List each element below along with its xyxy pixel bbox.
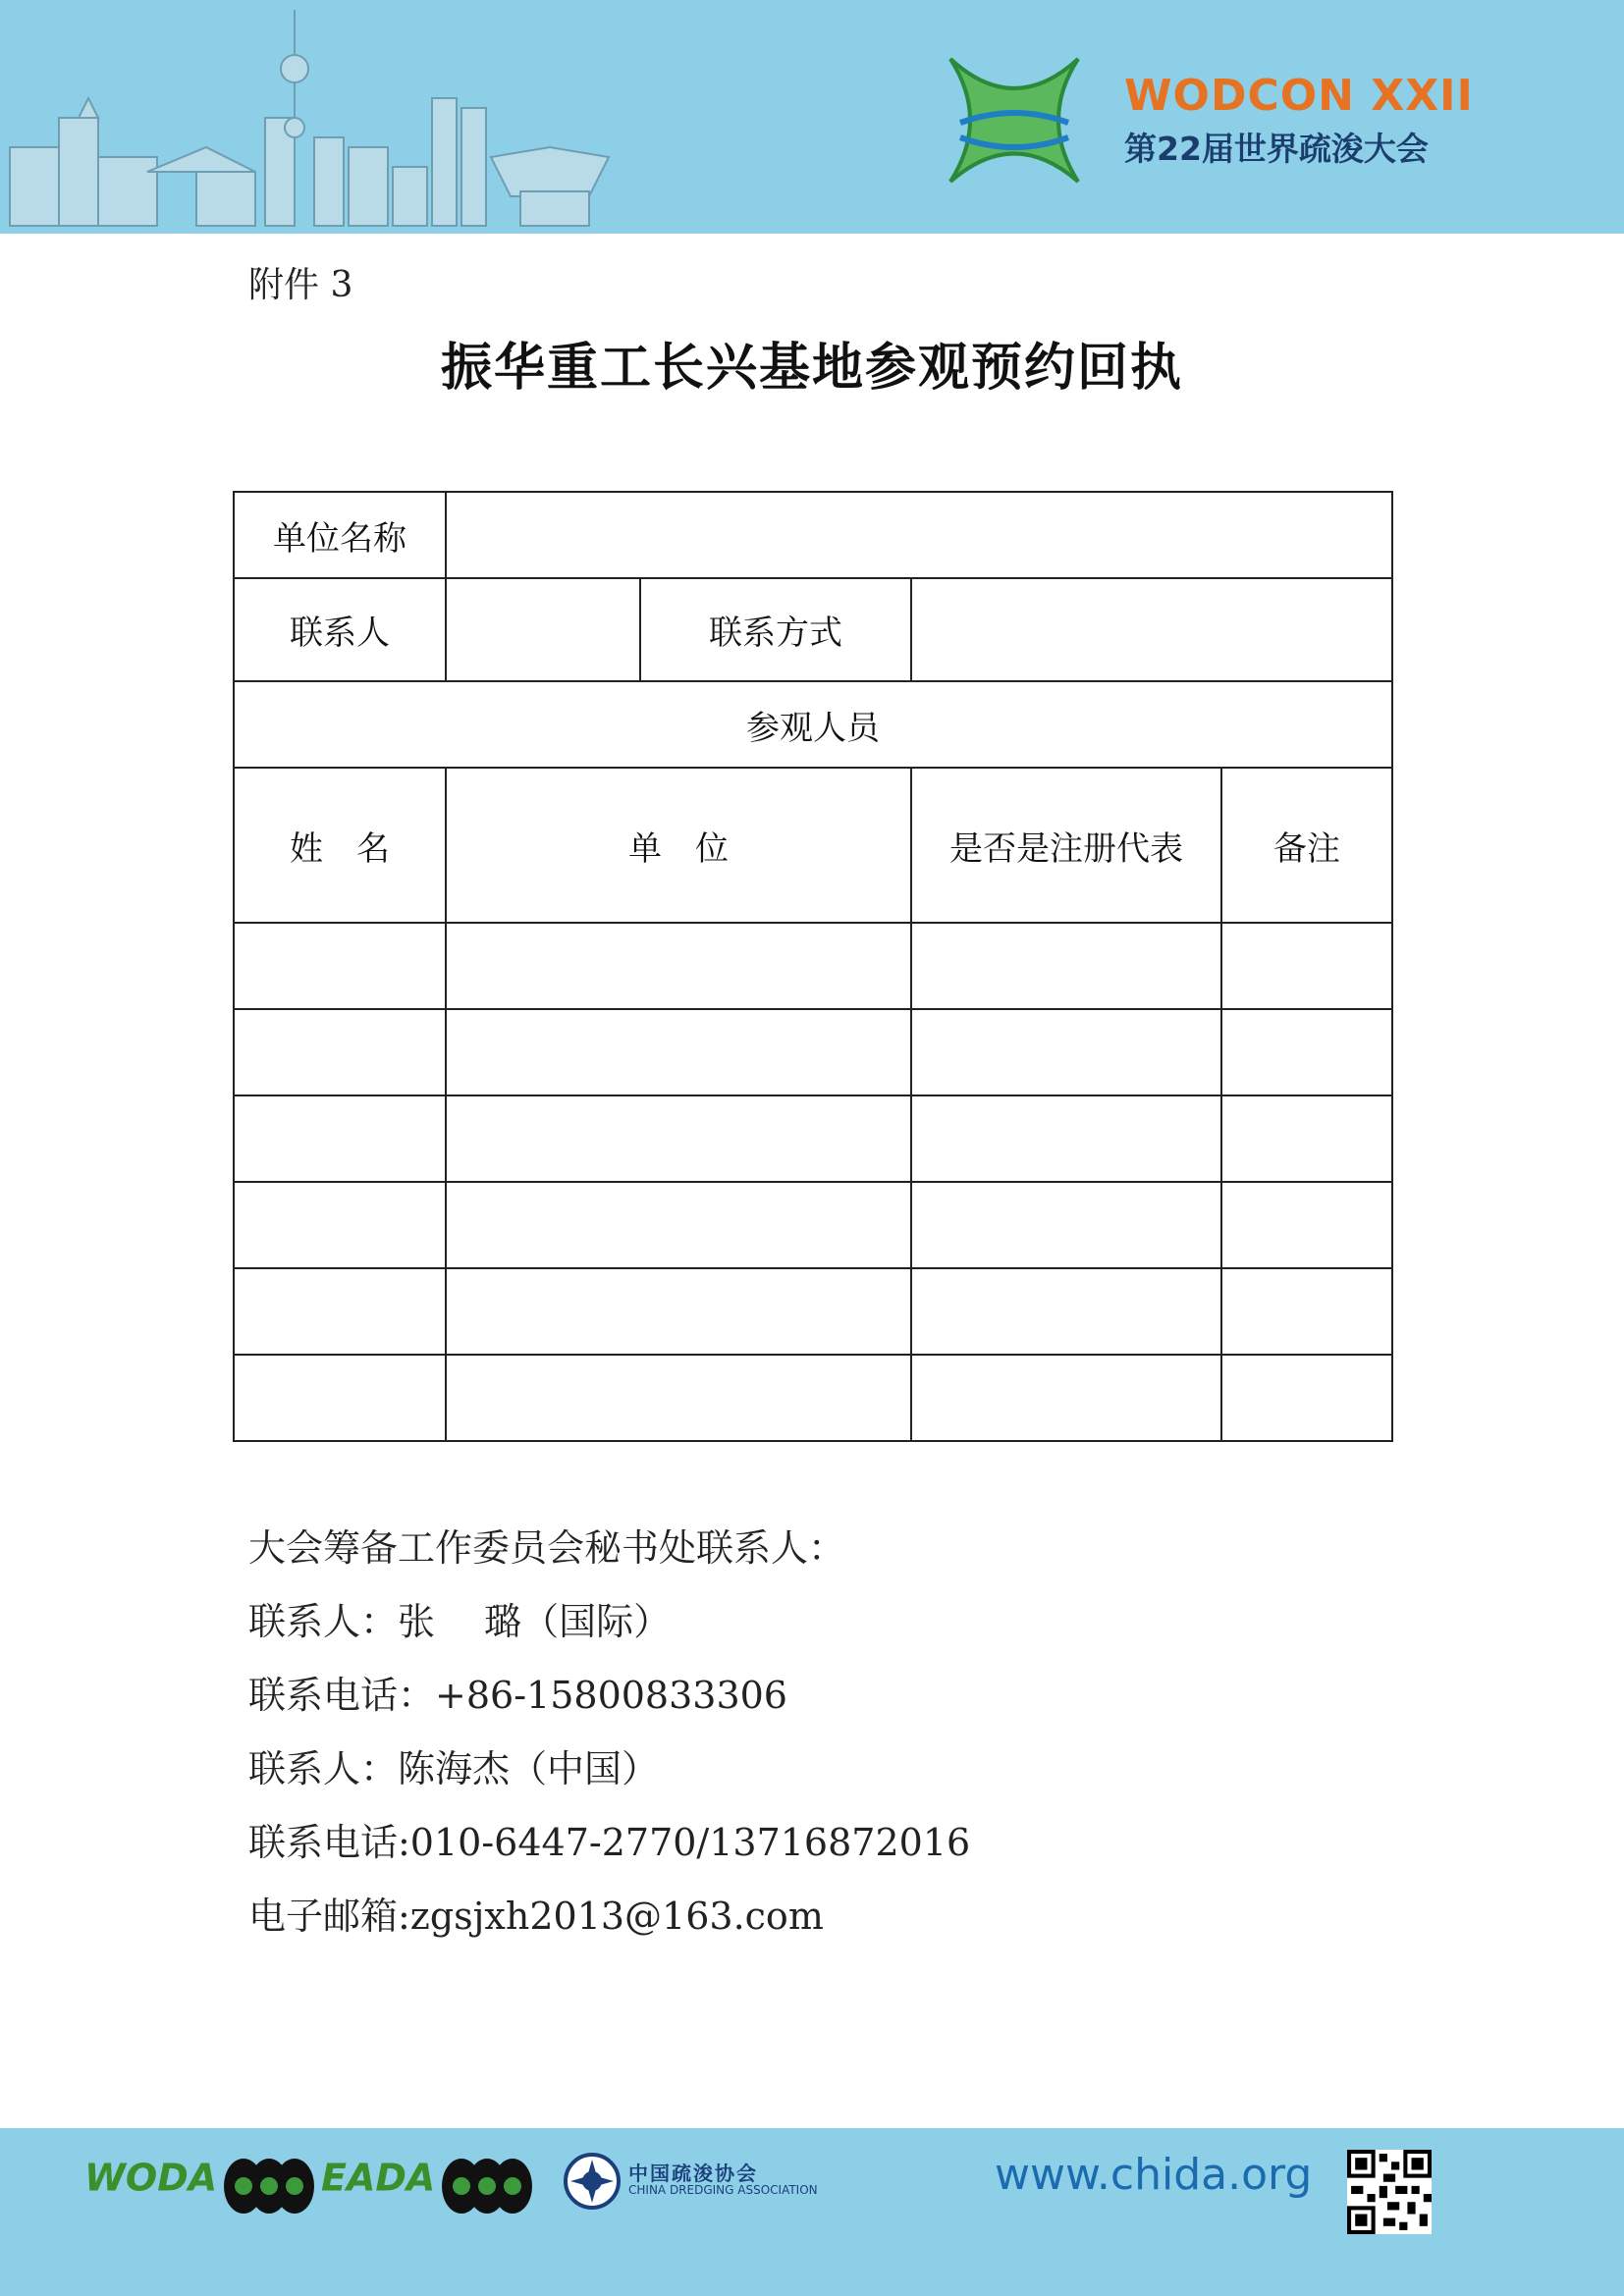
visitor-remarks-cell[interactable]: [1221, 1009, 1392, 1095]
table-row: [234, 1268, 1392, 1355]
shanghai-skyline-illustration: [0, 0, 628, 234]
visitor-name-cell[interactable]: [234, 923, 446, 1009]
contact-phone-china: 联系电话:010-6447-2770/13716872016: [248, 1821, 971, 1864]
attachment-label: 附件 3: [248, 265, 353, 305]
visitor-registered-cell[interactable]: [911, 1095, 1221, 1182]
contact-method-label: 联系方式: [640, 578, 911, 681]
website-link[interactable]: www.chida.org: [995, 2150, 1313, 2200]
contact-person-field[interactable]: [446, 578, 640, 681]
visitor-unit-cell[interactable]: [446, 1268, 911, 1355]
visitors-section-header: 参观人员: [234, 681, 1392, 768]
contact-heading: 大会筹备工作委员会秘书处联系人：: [248, 1526, 846, 1570]
woda-logo-text: WODA: [84, 2156, 218, 2200]
visitor-name-cell[interactable]: [234, 1268, 446, 1355]
contact-person-label: 联系人: [234, 578, 446, 681]
column-header-name: 姓 名: [234, 768, 446, 923]
eada-logo-text: EADA: [321, 2156, 436, 2200]
visitor-unit-cell[interactable]: [446, 923, 911, 1009]
cda-emblem-icon: [563, 2152, 622, 2211]
table-row: [234, 1095, 1392, 1182]
visitor-registered-cell[interactable]: [911, 1268, 1221, 1355]
page-title: 振华重工长兴基地参观预约回执: [440, 338, 1183, 398]
conference-name: WODCON XXII: [1124, 71, 1474, 121]
visitor-unit-cell[interactable]: [446, 1095, 911, 1182]
contact-method-field[interactable]: [911, 578, 1392, 681]
table-row: [234, 1355, 1392, 1441]
visitor-registered-cell[interactable]: [911, 923, 1221, 1009]
visitor-remarks-cell[interactable]: [1221, 1095, 1392, 1182]
contact-person-international: 联系人：张 璐（国际）: [248, 1600, 672, 1643]
visitor-unit-cell[interactable]: [446, 1182, 911, 1268]
visitor-name-cell[interactable]: [234, 1095, 446, 1182]
woda-logo: [84, 2152, 315, 2220]
unit-name-field[interactable]: [446, 492, 1392, 578]
wodcon-x-logo: [931, 49, 1098, 191]
qr-code-icon: [1347, 2150, 1432, 2234]
column-header-remarks: 备注: [1221, 768, 1392, 923]
cda-name-cn: 中国疏浚协会: [628, 2162, 758, 2185]
contact-info-block: [248, 1512, 970, 1953]
contact-person-china: 联系人：陈海杰（中国）: [248, 1747, 660, 1790]
column-header-registered: 是否是注册代表: [911, 768, 1221, 923]
visitor-registered-cell[interactable]: [911, 1182, 1221, 1268]
cda-name-en: CHINA DREDGING ASSOCIATION: [628, 2183, 818, 2197]
visitor-remarks-cell[interactable]: [1221, 1182, 1392, 1268]
table-row: [234, 1009, 1392, 1095]
reservation-form-table: [233, 491, 1393, 1442]
visitor-name-cell[interactable]: [234, 1009, 446, 1095]
visitor-name-cell[interactable]: [234, 1355, 446, 1441]
eada-logo: [321, 2152, 533, 2220]
contact-phone-international: 联系电话：+86-15800833306: [248, 1674, 787, 1717]
column-header-unit: 单 位: [446, 768, 911, 923]
visitor-unit-cell[interactable]: [446, 1355, 911, 1441]
visitor-name-cell[interactable]: [234, 1182, 446, 1268]
globe-icon: [222, 2152, 315, 2220]
visitor-unit-cell[interactable]: [446, 1009, 911, 1095]
contact-email: 电子邮箱:zgsjxh2013@163.com: [248, 1895, 824, 1938]
conference-name-cn: 第22届世界疏浚大会: [1124, 130, 1429, 168]
visitor-registered-cell[interactable]: [911, 1009, 1221, 1095]
unit-name-label: 单位名称: [234, 492, 446, 578]
table-row: [234, 923, 1392, 1009]
table-row: [234, 1182, 1392, 1268]
visitor-remarks-cell[interactable]: [1221, 1268, 1392, 1355]
globe-icon: [440, 2152, 533, 2220]
visitor-remarks-cell[interactable]: [1221, 1355, 1392, 1441]
header-banner: [0, 0, 1624, 234]
visitor-registered-cell[interactable]: [911, 1355, 1221, 1441]
visitor-remarks-cell[interactable]: [1221, 923, 1392, 1009]
